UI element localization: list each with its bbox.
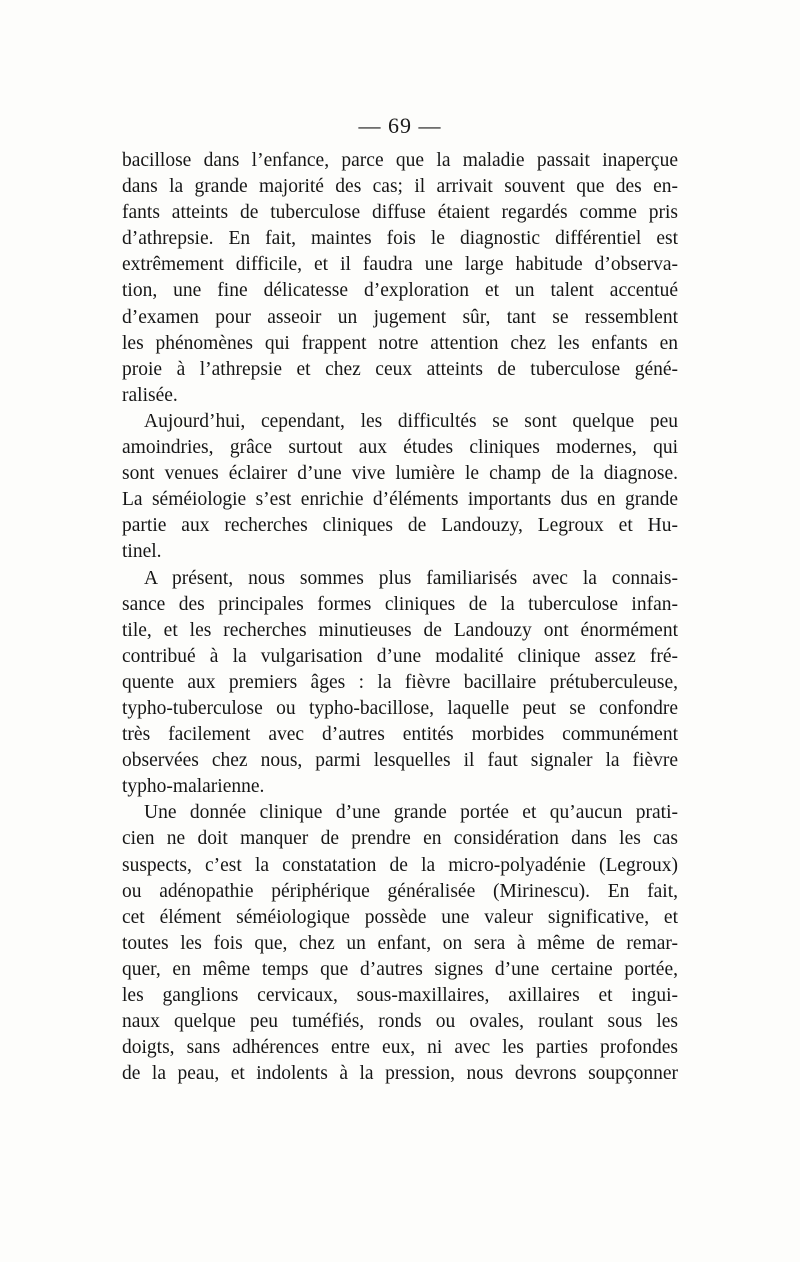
text-line: contribué à la vulgarisation d’une modalité clinique assez fré-: [122, 645, 678, 667]
text-line: La séméiologie s’est enrichie d’éléments importants dus en grande: [122, 489, 678, 511]
text-line: fants atteints de tuberculose diffuse étaient regardés comme pris: [122, 202, 678, 224]
text-line: Une donnée clinique d’une grande portée et qu’aucun prati-: [144, 802, 678, 824]
text-line: d’examen pour asseoir un jugement sûr, tant se ressemblent: [122, 306, 678, 328]
text-line: proie à l’athrepsie et chez ceux atteints de tuberculose géné-: [122, 358, 678, 380]
text-line: typho-tuberculose ou typho-bacillose, laquelle peut se confondre: [122, 697, 678, 719]
text-line: tion, une fine délicatesse d’exploration et un talent accentué: [122, 280, 678, 302]
body-text: [122, 148, 678, 1087]
text-line: extrêmement difficile, et il faudra une large habitude d’observa-: [122, 254, 678, 276]
text-line: tinel.: [122, 541, 162, 563]
text-line: dans la grande majorité des cas; il arrivait souvent que des en-: [122, 176, 678, 198]
text-line: doigts, sans adhérences entre eux, ni avec les parties profondes: [122, 1037, 678, 1059]
text-line: ou adénopathie périphérique généralisée (Mirinescu). En fait,: [122, 880, 678, 902]
text-line: suspects, c’est la constatation de la micro-polyadénie (Legroux): [122, 854, 678, 876]
text-line: observées chez nous, parmi lesquelles il faut signaler la fièvre: [122, 750, 678, 772]
text-line: cet élément séméiologique possède une valeur significative, et: [122, 906, 678, 928]
text-line: d’athrepsie. En fait, maintes fois le diagnostic différentiel est: [122, 228, 678, 250]
text-line: tile, et les recherches minutieuses de Landouzy ont énormément: [122, 619, 678, 641]
page-number: — 69 —: [358, 113, 442, 138]
text-line: cien ne doit manquer de prendre en considération dans les cas: [122, 828, 678, 850]
text-line: A présent, nous sommes plus familiarisés avec la connais-: [144, 567, 678, 589]
text-line: sance des principales formes cliniques de la tuberculose infan-: [122, 593, 678, 615]
text-line: bacillose dans l’enfance, parce que la maladie passait inaperçue: [122, 150, 678, 171]
text-line: amoindries, grâce surtout aux études cliniques modernes, qui: [122, 437, 678, 459]
text-line: ralisée.: [122, 384, 178, 406]
text-line: les ganglions cervicaux, sous-maxillaires, axillaires et ingui-: [122, 985, 678, 1006]
text-line: très facilement avec d’autres entités morbides communément: [122, 724, 678, 746]
text-line: les phénomènes qui frappent notre attention chez les enfants en: [122, 332, 678, 354]
text-line: naux quelque peu tuméfiés, ronds ou ovales, roulant sous les: [122, 1011, 678, 1033]
text-line: sont venues éclairer d’une vive lumière le champ de la diagnose.: [122, 463, 678, 485]
text-line: de la peau, et indolents à la pression, nous devrons soupçonner: [122, 1063, 678, 1085]
text-line: Aujourd’hui, cependant, les difficultés se sont quelque peu: [144, 410, 678, 432]
text-line: quente aux premiers âges : la fièvre bacillaire prétuberculeuse,: [122, 671, 678, 693]
text-line: typho-malarienne.: [122, 776, 265, 798]
text-line: partie aux recherches cliniques de Landouzy, Legroux et Hu-: [122, 515, 678, 537]
text-line: toutes les fois que, chez un enfant, on sera à même de remar-: [122, 932, 678, 954]
text-line: quer, en même temps que d’autres signes d’une certaine portée,: [122, 958, 678, 980]
